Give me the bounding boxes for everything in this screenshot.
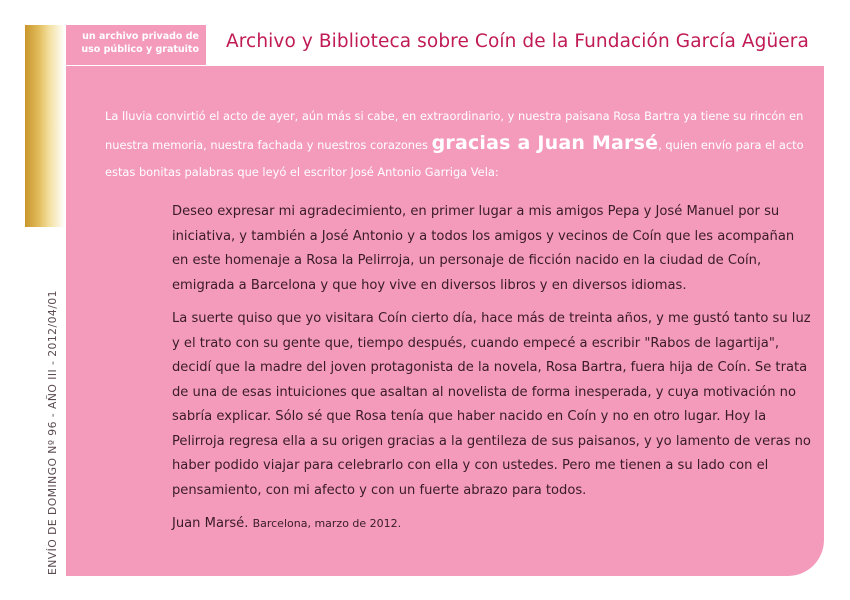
intro-paragraph [105,103,805,186]
tagline-line-1: un archivo privado de [82,31,199,42]
intro-text-after: , quien envío para el acto estas bonitas palabras que leyó el escritor José Antonio Garriga Vela: [105,138,804,179]
page-title: Archivo y Biblioteca sobre Coín de la Fundación García Agüera [226,31,809,52]
gold-accent-bar [25,25,65,227]
letter-paragraph-1: Deseo expresar mi agradecimiento, en primer lugar a mis amigos Pepa y José Manuel por su iniciativa, y también a José Antonio y a todos los amigos y vecinos de Coín que les acompañan en este homenaje a Rosa la Pelirroja, un personaje de ficción nacido en la ciudad de Coín, emigrada a Barcelona y que hoy vive en diversos libros y en diversos idiomas. [172,204,795,293]
letter-paragraph-2: La suerte quiso que yo visitara Coín cierto día, hace más de treinta años, y me gustó tanto su luz y el trato con su gente que, tiempo después, cuando empecé a escribir "Rabos de lagartija", decidí que la madre del joven protagonista de la novela, Rosa Bartra, fuera hija de Coín. Se trata de una de esas intuiciones que asaltan al novelista de forma inesperada, y cuya motivación no sabría explicar. Sólo sé que Rosa tenía que haber nacido en Coín y no en otro lugar. Hoy la Pelirroja regresa ella a su origen gracias a la gentileza de sus paisanos, y yo lamento de veras no haber podido viajar para celebrarlo con ella y con ustedes. Pero me tienen a su lado con el pensamiento, con mi afecto y con un fuerte abrazo para todos. [172,311,811,498]
letter-signature [172,512,812,537]
tagline-line-2: uso público y gratuito [81,44,199,55]
intro-text-before: La lluvia convirtió el acto de ayer, aún más si cabe, en extraordinario, y nuestra paisana Rosa Bartra ya tiene su rincón en nuestra memoria, nuestra fachada y nuestros corazones [105,109,804,152]
letter-body [172,200,812,546]
issue-label: ENVÍO DE DOMINGO Nº 96 - AÑO III - 2012/04/01 [46,290,59,575]
intro-highlight: gracias a Juan Marsé [431,132,659,154]
signature-place-date: Barcelona, marzo de 2012. [252,517,402,530]
signature-name: Juan Marsé. [172,516,249,531]
archive-tagline [66,25,206,65]
